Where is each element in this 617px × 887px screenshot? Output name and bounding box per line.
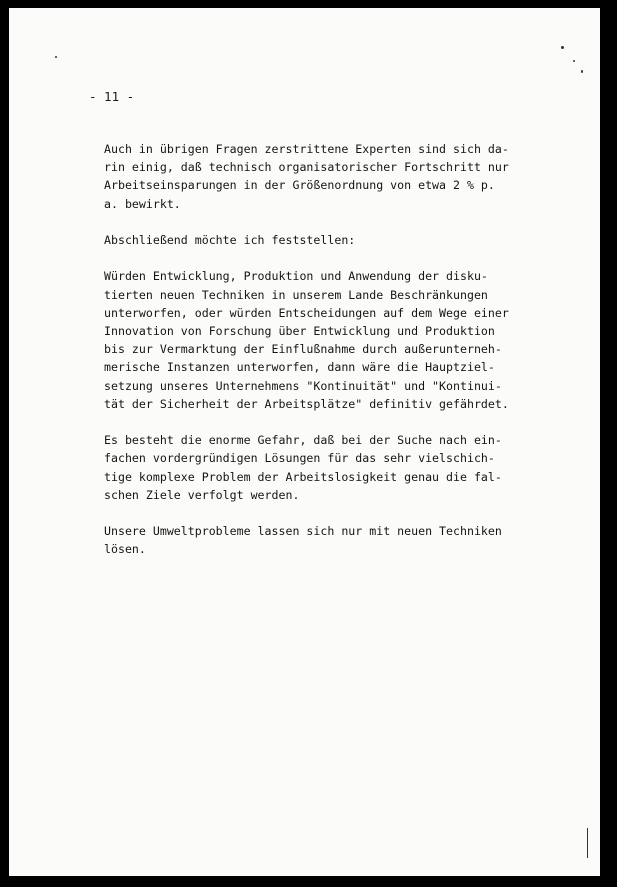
text-line: tierten neuen Techniken in unserem Lande Beschränkungen — [104, 287, 488, 302]
text-line: merische Instanzen unterworfen, dann wäre die Hauptziel- — [104, 360, 495, 375]
scan-speck — [561, 46, 564, 49]
text-line: lösen. — [104, 542, 146, 557]
text-line: fachen vordergründigen Lösungen für das sehr vielschich- — [104, 451, 495, 466]
text-line: tige komplexe Problem der Arbeitslosigkeit genau die fal- — [104, 469, 502, 484]
text-line: tät der Sicherheit der Arbeitsplätze" definitiv gefährdet. — [104, 396, 509, 411]
text-line: rin einig, daß technisch organisatorischer Fortschritt nur — [104, 160, 509, 175]
paragraph-restrictions — [104, 267, 534, 413]
text-line: Auch in übrigen Fragen zerstrittene Experten sind sich da- — [104, 142, 509, 156]
document-page — [9, 8, 600, 876]
text-line: Es besteht die enorme Gefahr, daß bei der Suche nach ein- — [104, 433, 502, 448]
text-line: Innovation von Forschung über Entwicklung und Produktion — [104, 324, 495, 338]
scan-speck — [573, 60, 575, 62]
text-line: schen Ziele verfolgt werden. — [104, 487, 300, 502]
scan-speck — [581, 70, 583, 73]
scan-speck — [587, 828, 588, 858]
text-line: setzung unseres Unternehmens "Kontinuität" und "Kontinui- — [104, 378, 502, 393]
text-line: Arbeitseinsparungen in der Größenordnung von etwa 2 % p. — [104, 178, 495, 193]
text-line: Abschließend möchte ich feststellen: — [104, 233, 356, 247]
text-line: Unsere Umweltprobleme lassen sich nur mit neuen Techniken — [104, 524, 502, 539]
paragraph-experts — [104, 140, 534, 213]
text-line: bis zur Vermarktung der Einflußnahme durch außerunterneh- — [104, 342, 502, 357]
text-line: Würden Entwicklung, Produktion und Anwendung der disku- — [104, 269, 488, 284]
paragraph-danger — [104, 431, 534, 504]
document-body — [104, 140, 534, 577]
scan-speck — [55, 56, 57, 58]
text-line: unterworfen, oder würden Entscheidungen auf dem Wege einer — [104, 305, 509, 320]
page-number: - 11 - — [89, 89, 135, 104]
paragraph-environment — [104, 522, 534, 558]
paragraph-conclusion-intro — [104, 231, 534, 249]
text-line: a. bewirkt. — [104, 196, 181, 211]
